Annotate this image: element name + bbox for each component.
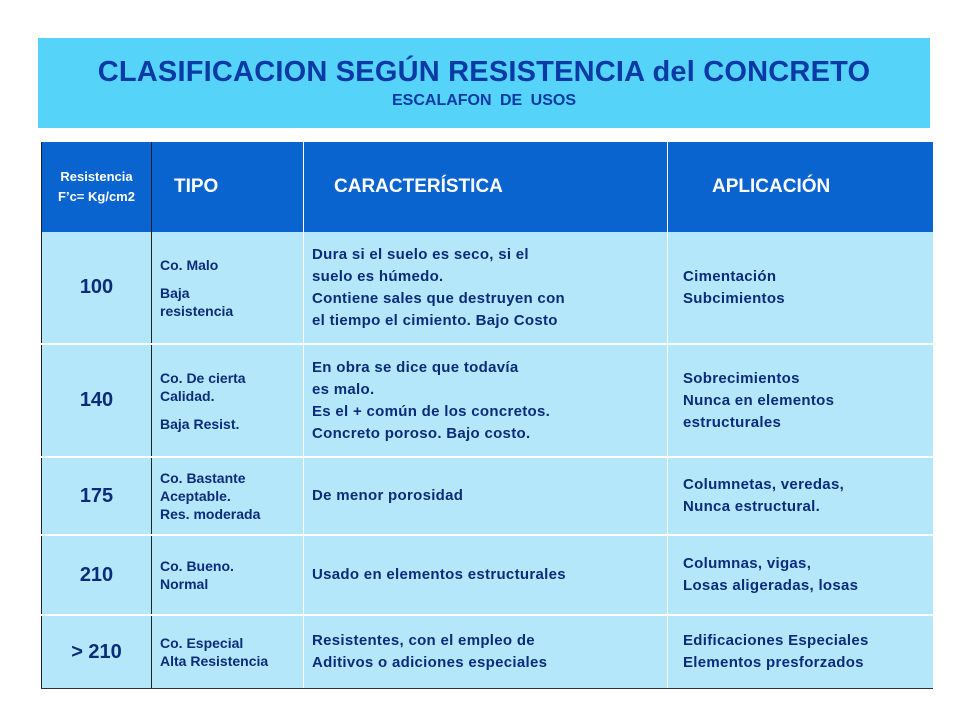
tipo-cell: [152, 457, 304, 535]
tipo-cell: [152, 232, 304, 344]
page-subtitle: ESCALAFON DE USOS: [391, 92, 576, 109]
table-row: [42, 615, 933, 689]
line-gap: [160, 274, 303, 284]
tipo-cell-line: Co. De cierta: [160, 369, 246, 386]
caracteristica-cell: [304, 232, 668, 344]
caracteristica-cell-line: es malo.: [312, 380, 375, 398]
table-row: [42, 535, 933, 615]
aplicacion-cell: [668, 457, 933, 535]
classification-table: [41, 142, 933, 689]
resistencia-cell: 100: [42, 232, 152, 344]
table-row: [42, 457, 933, 535]
aplicacion-cell-line: Subcimientos: [683, 289, 785, 307]
header-resistencia-line2: F’c= Kg/cm2: [58, 189, 135, 204]
aplicacion-cell: [668, 615, 933, 689]
tipo-cell-line: Calidad.: [160, 387, 215, 404]
aplicacion-cell: [668, 535, 933, 615]
caracteristica-cell-line: De menor porosidad: [312, 487, 464, 504]
header-aplicacion: APLICACIÓN: [668, 142, 933, 232]
tipo-cell: [152, 615, 304, 689]
caracteristica-cell-line: Dura si el suelo es seco, si el: [312, 245, 529, 263]
tipo-cell-line: Co. Malo: [160, 256, 219, 273]
aplicacion-cell-line: Nunca en elementos: [683, 391, 835, 409]
table-row: [42, 344, 933, 457]
caracteristica-cell-line: Es el + común de los concretos.: [312, 402, 551, 420]
aplicacion-cell-line: Columnetas, veredas,: [683, 476, 845, 493]
tipo-cell: [152, 344, 304, 457]
tipo-cell-line: Baja Resist.: [160, 415, 240, 432]
header-tipo: TIPO: [152, 142, 304, 232]
aplicacion-cell-line: estructurales: [683, 413, 782, 431]
header-resistencia: [42, 142, 152, 232]
resistencia-cell: 175: [42, 457, 152, 535]
tipo-cell-line: Co. Bastante: [160, 470, 246, 486]
tipo-cell-line: Normal: [160, 576, 209, 592]
caracteristica-cell-line: En obra se dice que todavía: [312, 358, 519, 376]
tipo-cell-line: Co. Bueno.: [160, 558, 234, 574]
header-resistencia-line1: Resistencia: [60, 169, 133, 184]
caracteristica-cell-line: el tiempo el cimiento. Bajo Costo: [312, 311, 558, 329]
caracteristica-cell-line: suelo es húmedo.: [312, 267, 444, 285]
resistencia-cell: 140: [42, 344, 152, 457]
tipo-cell-line: resistencia: [160, 302, 234, 319]
resistencia-cell: 210: [42, 535, 152, 615]
aplicacion-cell-line: Elementos presforzados: [683, 654, 864, 671]
aplicacion-cell-line: Losas aligeradas, losas: [683, 577, 859, 594]
header-caracteristica: CARACTERÍSTICA: [304, 142, 668, 232]
tipo-cell-line: Alta Resistencia: [160, 653, 269, 669]
line-gap: [160, 405, 303, 415]
caracteristica-cell-line: Usado en elementos estructurales: [312, 566, 566, 583]
caracteristica-cell-line: Aditivos o adiciones especiales: [312, 654, 548, 671]
caracteristica-cell-line: Resistentes, con el empleo de: [312, 632, 535, 649]
aplicacion-cell-line: Columnas, vigas,: [683, 555, 812, 572]
tipo-cell-line: Aceptable.: [160, 488, 231, 504]
aplicacion-cell-line: Edificaciones Especiales: [683, 632, 869, 649]
aplicacion-cell-line: Sobrecimientos: [683, 369, 800, 387]
caracteristica-cell-line: Concreto poroso. Bajo costo.: [312, 424, 531, 442]
caracteristica-cell: [304, 535, 668, 615]
tipo-cell-line: Baja: [160, 284, 190, 301]
aplicacion-cell-line: Cimentación: [683, 267, 777, 285]
table-header-row: [42, 142, 933, 232]
caracteristica-cell: [304, 615, 668, 689]
resistencia-cell: > 210: [42, 615, 152, 689]
tipo-cell: [152, 535, 304, 615]
aplicacion-cell-line: Nunca estructural.: [683, 498, 821, 515]
caracteristica-cell: [304, 344, 668, 457]
caracteristica-cell: [304, 457, 668, 535]
table-row: [42, 232, 933, 344]
page-title: CLASIFICACION SEGÚN RESISTENCIA del CONCRETO: [97, 56, 871, 88]
tipo-cell-line: Co. Especial: [160, 635, 244, 651]
title-banner: [38, 38, 930, 128]
tipo-cell-line: Res. moderada: [160, 506, 261, 522]
aplicacion-cell: [668, 232, 933, 344]
aplicacion-cell: [668, 344, 933, 457]
caracteristica-cell-line: Contiene sales que destruyen con: [312, 289, 565, 307]
